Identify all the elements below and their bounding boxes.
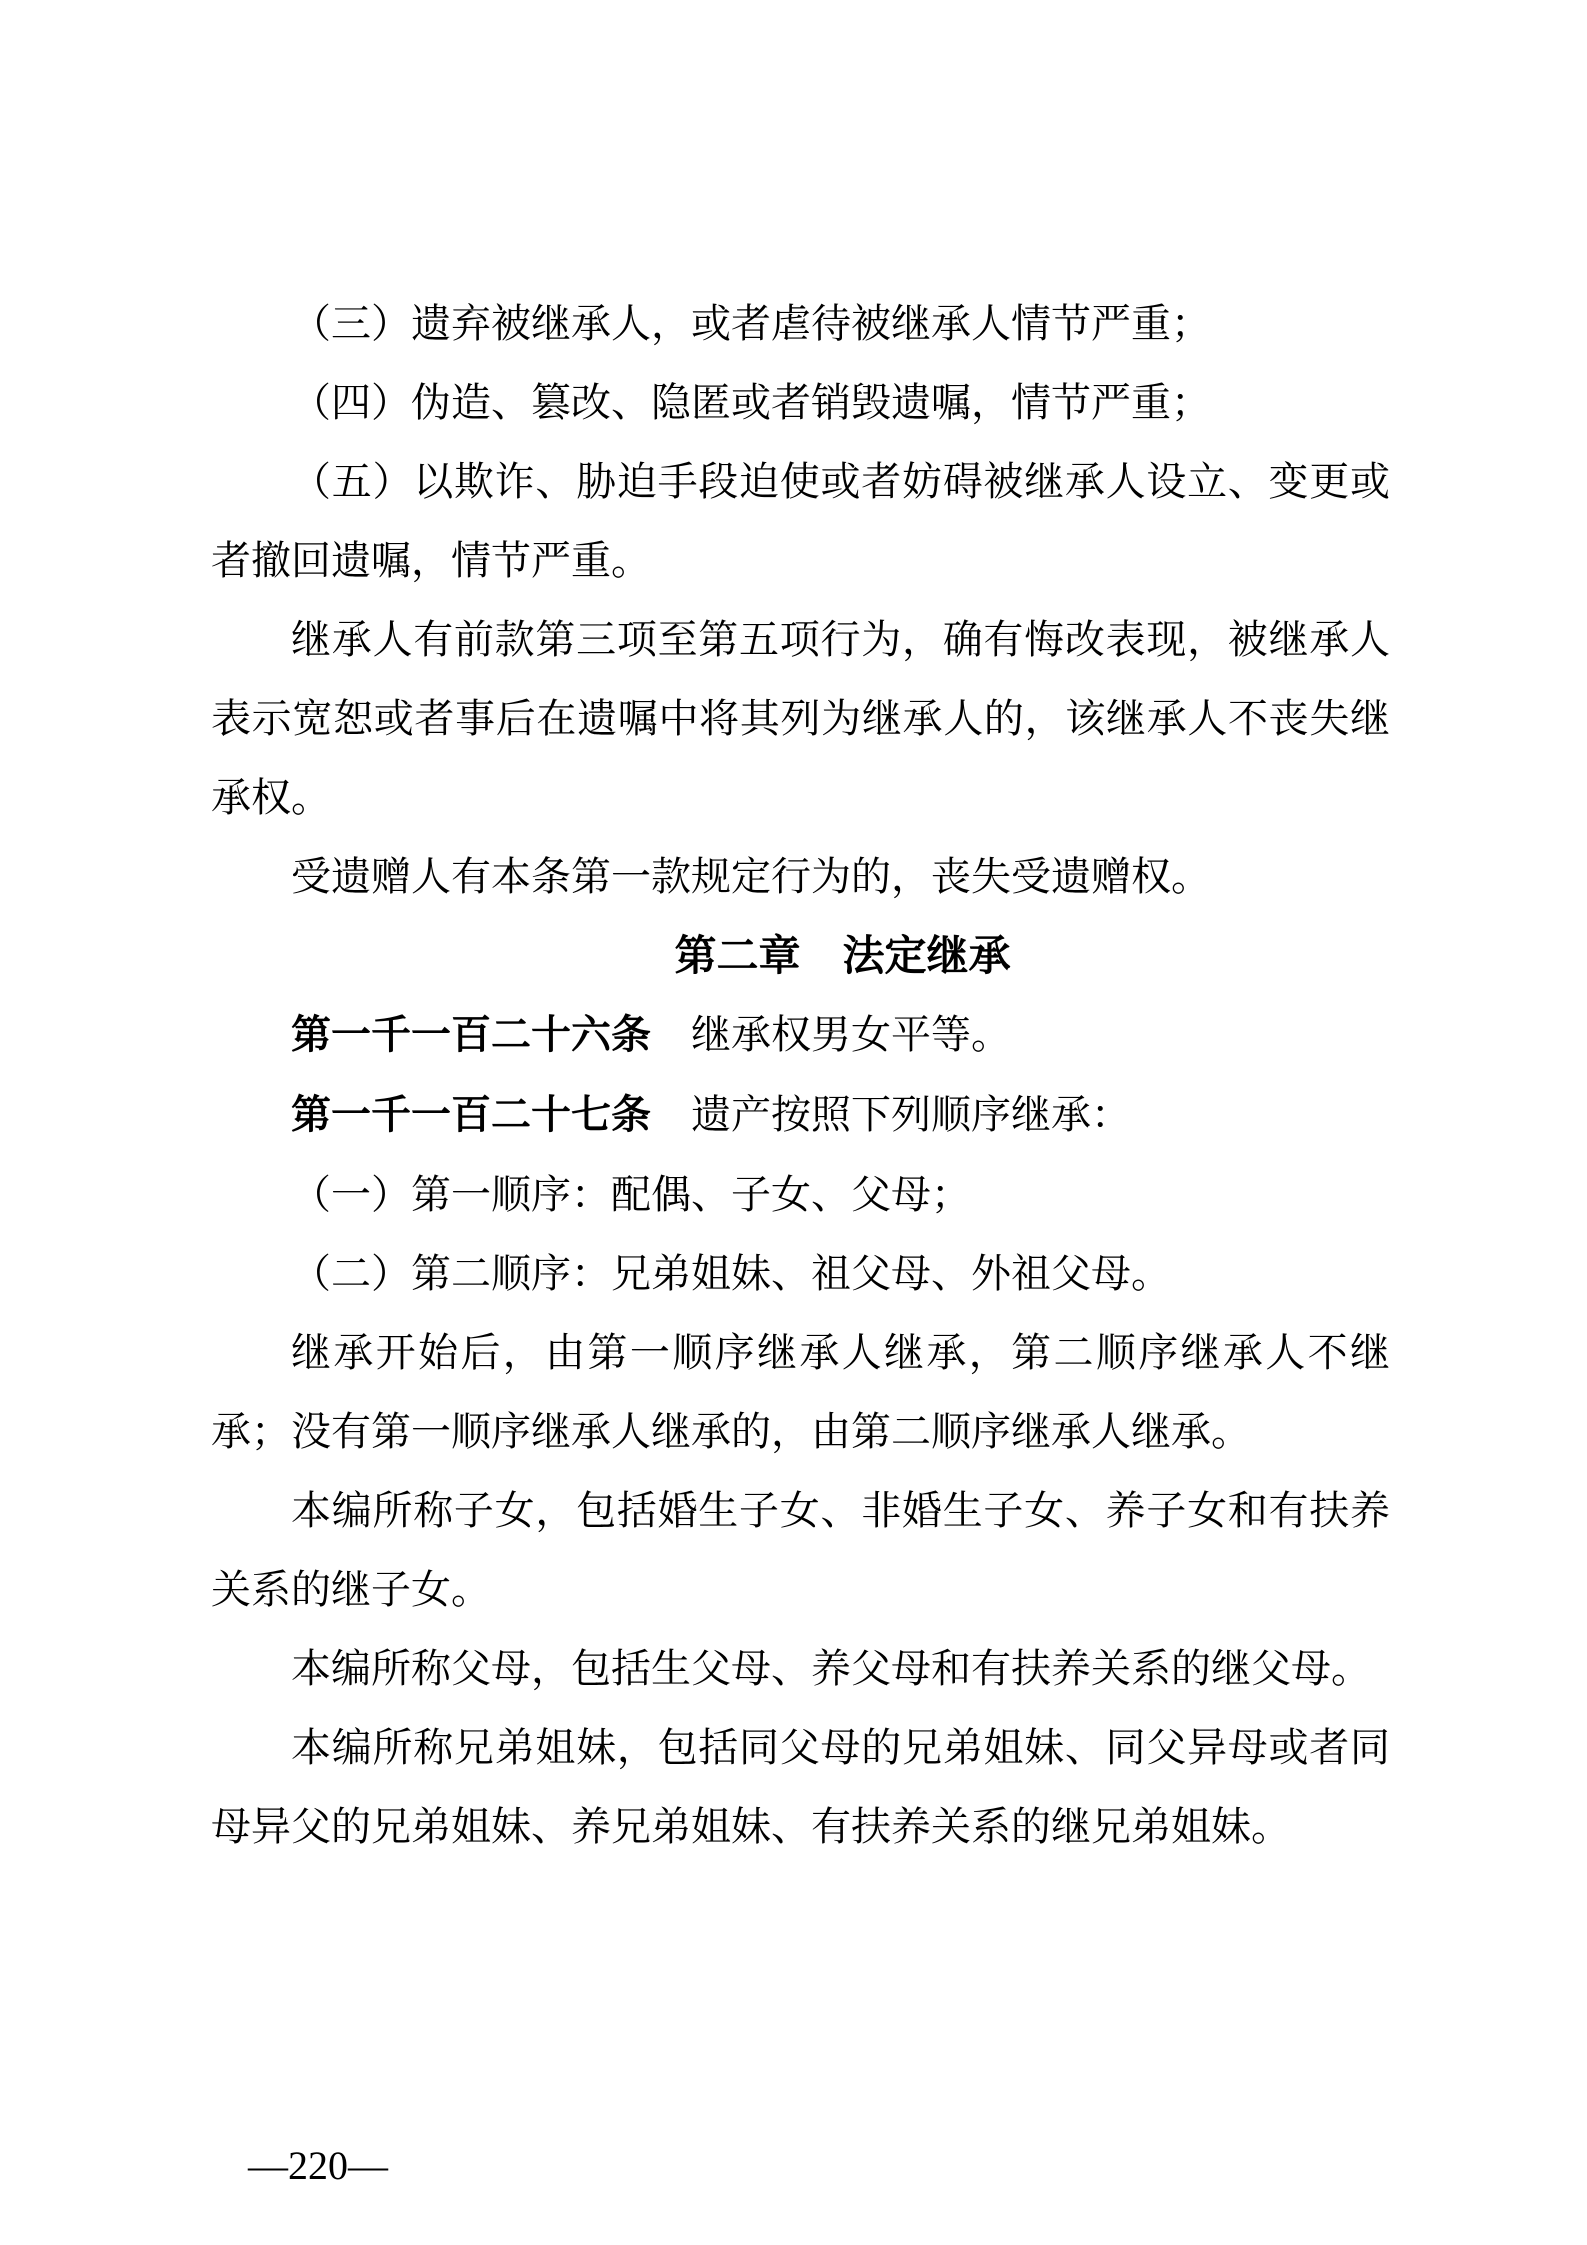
paragraph-children-definition: 本编所称子女，包括婚生子女、非婚生子女、养子女和有扶养关系的继子女。 [211,1488,1390,1612]
clause-item-3: （三）遗弃被继承人，或者虐待被继承人情节严重； [291,301,1211,346]
article-1127-text: 遗产按照下列顺序继承： [691,1092,1131,1137]
paragraph-succession-order: 继承开始后，由第一顺序继承人继承，第二顺序继承人不继承；没有第一顺序继承人继承的，由第二顺序继承人继承。 [211,1330,1390,1454]
clause-item-4: （四）伪造、篡改、隐匿或者销毁遗嘱，情节严重； [291,380,1211,425]
paragraph-parents-definition: 本编所称父母，包括生父母、养父母和有扶养关系的继父母。 [291,1646,1371,1691]
article-1127-number: 第一千一百二十七条 [291,1093,651,1137]
paragraph-forgiveness: 继承人有前款第三项至第五项行为，确有悔改表现，被继承人表示宽恕或者事后在遗嘱中将其列为继承人的，该继承人不丧失继承权。 [211,617,1390,820]
clause-item-5: （五）以欺诈、胁迫手段迫使或者妨碍被继承人设立、变更或者撤回遗嘱，情节严重。 [211,459,1390,583]
order-item-2: （二）第二顺序：兄弟姐妹、祖父母、外祖父母。 [291,1251,1171,1296]
page-number: —220— [248,2143,388,2188]
paragraph-siblings-definition: 本编所称兄弟姐妹，包括同父母的兄弟姐妹、同父异母或者同母异父的兄弟姐妹、养兄弟姐妹、有扶养关系的继兄弟姐妹。 [211,1725,1390,1849]
chapter-heading: 第二章 法定继承 [674,932,1011,979]
article-1127 [211,1075,1390,1155]
article-1126-number: 第一千一百二十六条 [291,1013,651,1057]
order-item-1: （一）第一顺序：配偶、子女、父母； [291,1172,971,1217]
article-1126-text: 继承权男女平等。 [691,1012,1011,1057]
paragraph-legatee: 受遗赠人有本条第一款规定行为的，丧失受遗赠权。 [291,854,1211,899]
article-1126 [211,995,1390,1075]
document-body [211,0,1390,1866]
